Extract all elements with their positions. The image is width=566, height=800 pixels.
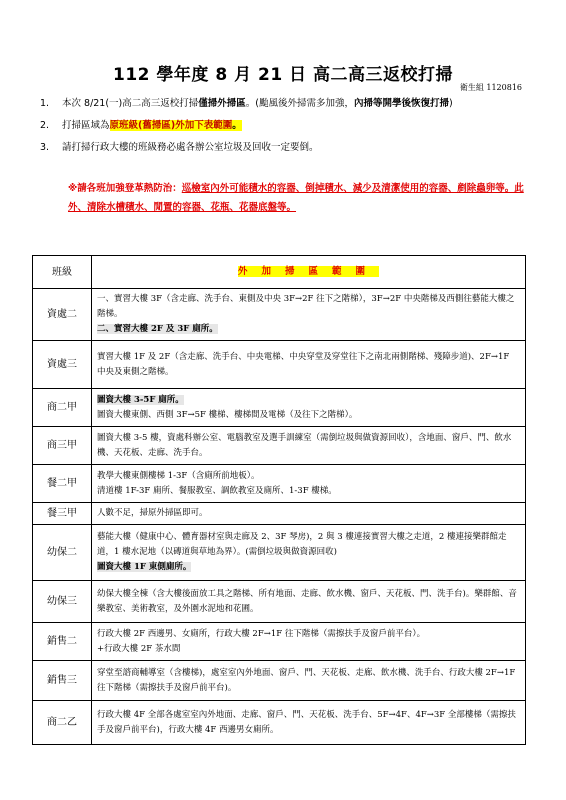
table-row [33, 389, 526, 427]
item-number: 2. [40, 120, 50, 131]
table-row [33, 581, 526, 623]
table-row [33, 525, 526, 581]
instruction-item [40, 119, 540, 132]
item-number: 3. [40, 142, 50, 153]
class-cell: 資處二 [33, 289, 92, 341]
class-cell: 餐三甲 [33, 503, 92, 525]
table-row [33, 465, 526, 503]
area-cell: 人數不足，掃原外掃區即可。 [92, 503, 526, 525]
area-cell: 行政大樓 4F 全部各處室室內外地面、走廊、窗戶、門、天花板、洗手台、5F→4F、4F→3F 全部樓梯（需擦扶手及窗戶前平台)，行政大樓 4F 西邊男女廁所。 [92, 701, 526, 745]
table-row [33, 503, 526, 525]
area-cell: 穿堂至諮商輔導室（含樓梯)，處室室內外地面、窗戶、門、天花板、走廊、飲水機、洗手台、行政大樓 2F→1F 往下階梯（需擦扶手及窗戶前平台)。 [92, 661, 526, 701]
highlight-text: 原班級(舊掃區)外加下表範圍 [109, 120, 233, 131]
instruction-item [40, 97, 540, 110]
instruction-item [40, 141, 540, 154]
area-cell: 幼保大樓全棟（含大樓後面放工具之階梯、所有地面、走廊、飲水機、窗戶、天花板、門、洗手台)。樂群館、音樂教室、美術教室，及外圍水泥地和花圃。 [92, 581, 526, 623]
area-cell: 圖資大樓 3-5 樓，資處科辦公室、電腦教室及選手訓練室（需倒垃圾與做資源回收），含地面、窗戶、門、飲水機、天花板、走廊、洗手台。 [92, 427, 526, 465]
item-text: 請打掃行政大樓的班級務必處各辦公室垃圾及回收一定要倒。 [62, 142, 319, 153]
page-title: 112 學年度 8 月 21 日 高二高三返校打掃 [113, 65, 453, 85]
item-number: 1. [40, 98, 50, 109]
instruction-list [40, 97, 540, 163]
warning-lead: ※請各班加強登革熱防治： [68, 183, 182, 194]
area-cell: 圖資大樓 3-5F 廁所。 圖資大樓東側、西側 3F→5F 樓梯、樓梯間及電梯（及往下之階梯）。 [92, 389, 526, 427]
class-cell: 銷售三 [33, 661, 92, 701]
table-header-row [33, 256, 526, 289]
area-cell: 實習大樓 1F 及 2F（含走廊、洗手台、中央電梯、中央穿堂及穿堂往下之南北兩側階梯、殘障步道)、2F→1F 中央及東側之階梯。 [92, 341, 526, 389]
class-cell: 資處三 [33, 341, 92, 389]
class-cell: 商三甲 [33, 427, 92, 465]
item-text: 打掃區域為原班級(舊掃區)外加下表範圍。 [62, 120, 242, 131]
area-cell: 教學大樓東側樓梯 1-3F（含廁所前地板）。 清道樓 1F-3F 廁所、餐服教室、調飲教室及廁所、1-3F 樓梯。 [92, 465, 526, 503]
class-cell: 商二乙 [33, 701, 92, 745]
table-row [33, 661, 526, 701]
class-cell: 餐二甲 [33, 465, 92, 503]
dengue-warning [68, 179, 538, 217]
table-row [33, 427, 526, 465]
table-row [33, 701, 526, 745]
header-class: 班級 [33, 256, 92, 289]
header-area: 外加掃區範圍 [92, 256, 526, 289]
warning-text: 巡檢室內外可能積水的容器、倒掉積水、減少及清潔使用的容器、剷除蟲卵等。此外、清除水槽積水、閒置的容器、花瓶、花器底盤等。 [68, 183, 524, 213]
class-cell: 幼保三 [33, 581, 92, 623]
table-row [33, 341, 526, 389]
cleaning-area-table [32, 255, 526, 745]
area-cell: 行政大樓 2F 西邊男、女廁所，行政大樓 2F→1F 往下階梯（需擦扶手及窗戶前平台）。 +行政大樓 2F 茶水間 [92, 623, 526, 661]
area-cell: 藝能大樓（健康中心、體育器材室與走廊及 2、3F 琴房)，2 與 3 樓連接實習大樓之走道，2 樓連接樂群館走道，1 樓水泥地（以磚道與草地為界）。(需倒垃圾與做資源回收) 圖資大樓 1F 東側廁所。 [92, 525, 526, 581]
doc-code: 衛生組 1120816 [459, 83, 522, 92]
table-row [33, 289, 526, 341]
class-cell: 幼保二 [33, 525, 92, 581]
table-row [33, 623, 526, 661]
area-cell: 一、實習大樓 3F（含走廊、洗手台、東側及中央 3F→2F 往下之階梯），3F→2F 中央階梯及西側往藝能大樓之階梯。 二、實習大樓 2F 及 3F 廁所。 [92, 289, 526, 341]
item-text: 本次 8/21(一)高二高三返校打掃僅掃外掃區。(颱風後外掃需多加強，內掃等開學後恢復打掃) [62, 98, 453, 109]
class-cell: 銷售二 [33, 623, 92, 661]
class-cell: 商二甲 [33, 389, 92, 427]
